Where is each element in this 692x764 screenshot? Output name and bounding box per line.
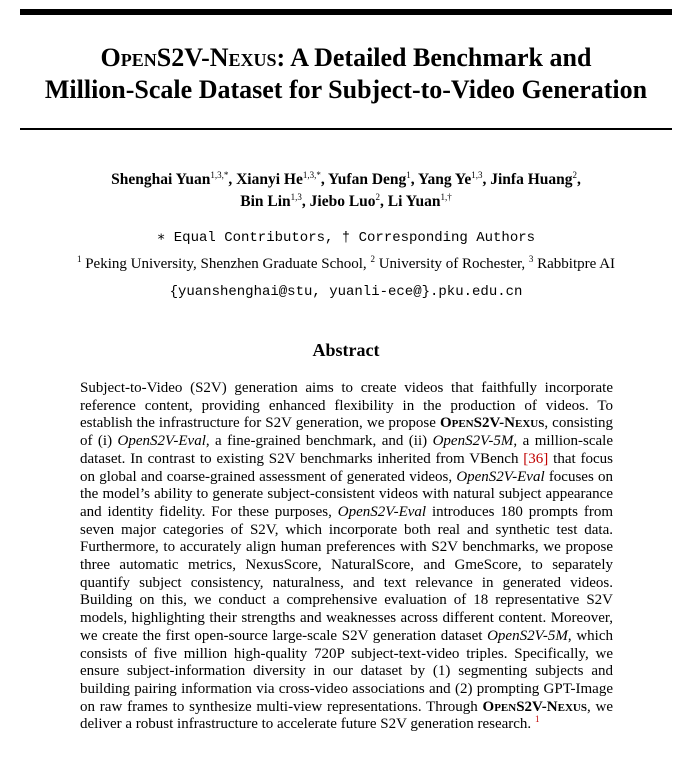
author: Jiebo Luo$^2$, [309,192,388,210]
abstract-body: Subject-to-Video (S2V) generation aims to create videos that faithfully incorporate reference content, providing enhanced flexibility in the production of videos. To establish the infrastructure for S2V generation, we propose OpenS2V-Nexus, consisting of (i) OpenS2V-Eval, a fine-grained benchmark, and (ii) OpenS2V-5M, a million-scale dataset. In contrast to existing S2V benchmarks inherited from VBench [36] that focus on global and coarse-grained assessment of generated videos, OpenS2V-Eval focuses on the model’s ability to generate subject-consistent videos with natural subject appearance and identity fidelity. For these purposes, OpenS2V-Eval introduces 180 prompts from seven major categories of S2V, which incorporate both real and synthetic test data. Furthermore, to accurately align human preferences with S2V benchmarks, we propose three automatic metrics, NexusScore, NaturalScore, and GmeScore, to separately quantify subject consistency, naturalness, and text relevance in generated videos. Building on this, we conduct a comprehensive evaluation of 18 representative S2V models, highlighting their strengths and weaknesses across different content. Moreover, we create the first open-source large-scale S2V generation dataset OpenS2V-5M, which consists of five million high-quality 720P subject-text-video triples. Specifically, we ensure subject-information diversity in our dataset by (1) segmenting subjects and building pairing information via cross-video associations and (2) prompting GPT-Image on raw frames to synthesize multi-view representations. Through OpenS2V-Nexus, we deliver a robust infrastructure to accelerate future S2V generation research. $^1$ [80,380,614,733]
author-affiliation: 1,3,* [302,170,321,180]
title-line-1-rest: : A Detailed Benchmark and [276,43,592,72]
footnote-link[interactable]: 1 [534,714,540,725]
author: Xianyi $He^{1,3,*}$, [236,170,329,188]
affiliations: $^1$ Peking University, Shenzhen Graduate School, $^2$ University of Rochester, $^3$ Rabbitpre AI [76,254,616,272]
author-affiliation: 1 [406,170,411,180]
author-list-line-1 [0,171,692,189]
citation-link[interactable]: [36] [523,450,549,467]
contact-email: {yuanshenghai@stu, yuanli-ece@}.pku.edu.cn [169,284,523,300]
author: Yang Ye$^{1,3}$, [417,170,491,188]
author-affiliation: 1,3 [290,192,302,202]
bottom-rule [20,128,672,130]
author: Yufan Deng$^1$, [328,170,418,188]
author: Bin Lin$^{1,3}$, [240,192,310,210]
author-affiliation: 1,3 [471,170,483,180]
paper-title-line-2: Million-Scale Dataset for Subject-to-Video Generation [44,75,648,104]
paper-title-line-1 [0,42,692,74]
contributor-note: ∗ Equal Contributors, † Corresponding Authors [156,230,536,246]
abstract-heading: Abstract [312,340,380,360]
author-affiliation: 1,† [440,192,452,202]
top-rule [20,9,672,15]
author-list-line-2 [0,193,692,211]
author-affiliation: 1,3,* [210,170,229,180]
author: Li Yuan$^{1,\dagger}$ [387,192,452,210]
author: Jinfa Huang$^2$, [490,170,581,188]
author-affiliation: 2 [572,170,577,180]
author: Shenghai Yuan$^{1,3,*}$, [111,170,237,188]
author-affiliation: 2 [375,192,381,202]
title-project-name: OpenS2V-Nexus [100,43,277,72]
